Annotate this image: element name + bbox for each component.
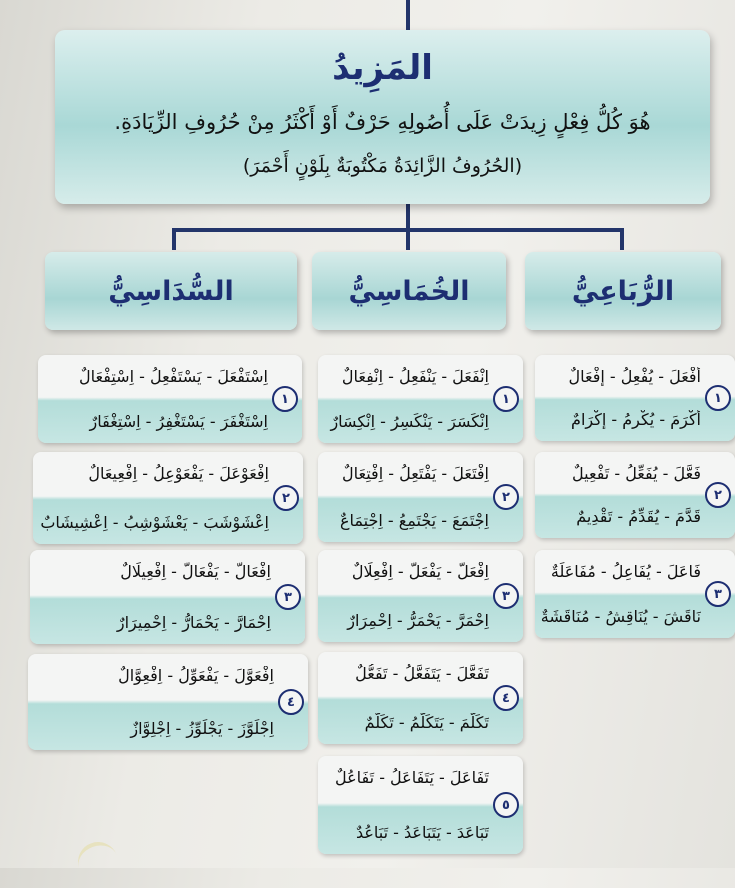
category-sudasi: السُّدَاسِيُّ <box>45 252 297 330</box>
rubai-card-3 <box>535 550 735 638</box>
definition-text: هُوَ كُلُّ فِعْلٍ زِيدَتْ عَلَى أُصُولِهِ حَرْفٌ أَوْ أَكْثَرُ مِنْ حُرُوفِ الزِّيَادَةِ. <box>114 110 651 134</box>
connector-horizontal <box>172 228 624 232</box>
number-badge: ٢ <box>273 485 299 511</box>
example-text: اِجْلَوَّزَ - يَجْلَوِّزُ - اِجْلِوَّازٌ <box>130 719 274 738</box>
rubai-card-2 <box>535 452 735 538</box>
pattern-text: اِفْعَوَّلَ - يَفْعَوِّلُ - اِفْعِوَّالٌ <box>118 666 274 685</box>
example-text: اِنْكَسَرَ - يَنْكَسِرُ - اِنْكِسَارٌ <box>330 412 489 431</box>
example-text: اِجْتَمَعَ - يَجْتَمِعُ - اِجْتِمَاعٌ <box>339 511 489 530</box>
page-title: المَزِيدُ <box>332 48 433 88</box>
number-badge: ٤ <box>278 689 304 715</box>
pattern-text: فَعَّلَ - يُفَعِّلُ - تَفْعِيلٌ <box>572 464 701 483</box>
connector-right <box>620 228 624 250</box>
pattern-text: اِنْفَعَلَ - يَنْفَعِلُ - اِنْفِعَالٌ <box>341 367 489 386</box>
example-text: تَبَاعَدَ - يَتَبَاعَدُ - تَبَاعُدٌ <box>355 823 489 842</box>
category-khumasi: الخُمَاسِيُّ <box>312 252 506 330</box>
pattern-text: أَفْعَلَ - يُفْعِلُ - إِفْعَالٌ <box>568 367 701 386</box>
number-badge: ٣ <box>275 584 301 610</box>
example-text: قَدَّمَ - يُقَدِّمُ - تَقْدِيمٌ <box>576 507 701 526</box>
sudasi-card-2 <box>33 452 303 544</box>
category-rubai: الرُّبَاعِيُّ <box>525 252 721 330</box>
example-text: أَكْرَمَ - يُكْرِمُ - إِكْرَامٌ <box>571 410 701 429</box>
number-badge: ١ <box>272 386 298 412</box>
connector-middle <box>406 228 410 250</box>
number-badge: ٤ <box>493 685 519 711</box>
connector-top <box>406 0 410 30</box>
number-badge: ٥ <box>493 792 519 818</box>
example-text: نَاقَشَ - يُنَاقِشُ - مُنَاقَشَةٌ <box>541 607 701 626</box>
sudasi-card-4 <box>28 654 308 750</box>
example-text: اِحْمَرَّ - يَحْمَرُّ - اِحْمِرَارٌ <box>347 611 489 630</box>
khumasi-card-2 <box>318 452 523 542</box>
crescent-decoration <box>72 836 123 887</box>
example-text: تَكَلَّمَ - يَتَكَلَّمُ - تَكَلُّمٌ <box>364 713 489 732</box>
sudasi-card-3 <box>30 550 305 644</box>
number-badge: ٣ <box>705 581 731 607</box>
connector-trunk <box>406 204 410 230</box>
khumasi-card-5 <box>318 756 523 854</box>
color-note: (الحُرُوفُ الزَّائِدَةُ مَكْتُوبَةٌ بِلَوْنٍ أَحْمَرَ) <box>242 155 523 177</box>
pattern-text: تَفَعَّلَ - يَتَفَعَّلُ - تَفَعُّلٌ <box>355 664 489 683</box>
pattern-text: اِفْعَلَّ - يَفْعَلُّ - اِفْعِلَالٌ <box>351 562 489 581</box>
khumasi-card-3 <box>318 550 523 642</box>
example-text: اِعْشَوْشَبَ - يَعْشَوْشِبُ - اِعْشِيشَابٌ <box>40 513 269 532</box>
number-badge: ١ <box>705 385 731 411</box>
rubai-card-1 <box>535 355 735 441</box>
number-badge: ٢ <box>493 484 519 510</box>
pattern-text: تَفَاعَلَ - يَتَفَاعَلُ - تَفَاعُلٌ <box>335 768 489 787</box>
example-text: اِحْمَارَّ - يَحْمَارُّ - اِحْمِيرَارٌ <box>116 613 271 632</box>
pattern-text: اِفْعَالَّ - يَفْعَالُّ - اِفْعِيلَالٌ <box>120 562 271 581</box>
definition-box <box>55 30 710 204</box>
number-badge: ٣ <box>493 583 519 609</box>
pattern-text: اِسْتَفْعَلَ - يَسْتَفْعِلُ - اِسْتِفْعَالٌ <box>79 367 268 386</box>
pattern-text: اِفْعَوْعَلَ - يَفْعَوْعِلُ - اِفْعِيعَالٌ <box>88 464 269 483</box>
sudasi-card-1 <box>38 355 302 443</box>
khumasi-card-1 <box>318 355 523 443</box>
khumasi-card-4 <box>318 652 523 744</box>
pattern-text: اِفْتَعَلَ - يَفْتَعِلُ - اِفْتِعَالٌ <box>342 464 489 483</box>
number-badge: ٢ <box>705 482 731 508</box>
number-badge: ١ <box>493 386 519 412</box>
pattern-text: فَاعَلَ - يُفَاعِلُ - مُفَاعَلَةٌ <box>550 562 701 581</box>
example-text: اِسْتَغْفَرَ - يَسْتَغْفِرُ - اِسْتِغْفَارٌ <box>89 412 268 431</box>
connector-left <box>172 228 176 250</box>
